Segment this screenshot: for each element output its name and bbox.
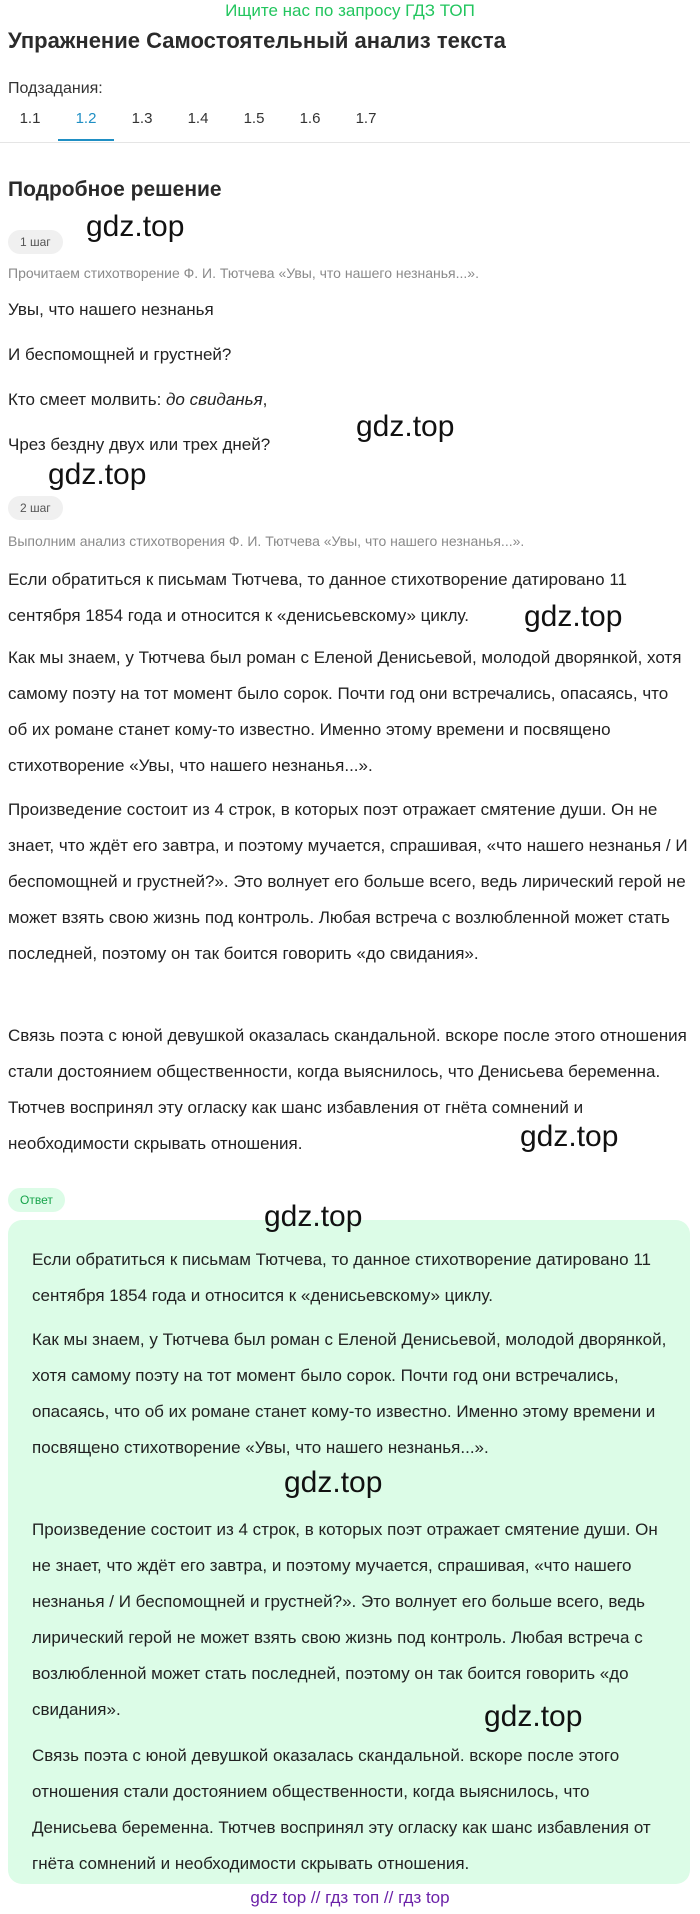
watermark: gdz.top	[520, 1120, 619, 1153]
answer-badge: Ответ	[8, 1188, 65, 1212]
tab-1-3[interactable]: 1.3	[131, 110, 153, 127]
tab-1-1[interactable]: 1.1	[19, 110, 41, 127]
analysis-paragraph: Как мы знаем, у Тютчева был роман с Еленой Денисьевой, молодой дворянкой, хотя самому поэту на тот момент было сорок. Почти год они встречались, опасаясь, что об их романе станет кому-то известно. Именно этому времени и посвящено стихотворение «Увы, что нашего незнанья...».	[8, 648, 682, 775]
step-2-badge: 2 шаг	[8, 496, 63, 520]
answer-paragraph: Произведение состоит из 4 строк, в которых поэт отражает смятение души. Он не знает, что ждёт его завтра, и поэтому мучается, спрашивая, «что нашего незнанья / И беспомощней и грустней?». Это волнует его больше всего, ведь лирический герой не может взять свою жизнь под контроль. Любая встреча с возлюбленной может стать последней, поэтому он так боится говорить «до свидания».	[32, 1520, 658, 1719]
watermark: gdz.top	[524, 600, 623, 633]
watermark: gdz.top	[356, 410, 455, 443]
subtasks-label: Подзадания:	[8, 80, 103, 97]
search-banner: Ищите нас по запросу ГДЗ ТОП	[225, 1, 475, 20]
tab-1-6[interactable]: 1.6	[299, 110, 321, 127]
footer-links[interactable]: gdz top // гдз топ // гдз top	[250, 1888, 450, 1907]
page-title: Упражнение Самостоятельный анализ текста	[8, 28, 506, 53]
answer-box	[8, 1220, 690, 1884]
answer-paragraph: Как мы знаем, у Тютчева был роман с Еленой Денисьевой, молодой дворянкой, хотя самому поэту на тот момент было сорок. Почти год они встречались, опасаясь, что об их романе станет кому-то известно. Именно этому времени и посвящено стихотворение «Увы, что нашего незнанья...».	[32, 1330, 667, 1457]
poem-line: Увы, что нашего незнанья	[8, 300, 214, 319]
subtask-tabs	[0, 104, 690, 143]
poem-emphasis: до свиданья	[166, 390, 263, 409]
tab-1-4[interactable]: 1.4	[187, 110, 209, 127]
step-1-intro: Прочитаем стихотворение Ф. И. Тютчева «Увы, что нашего незнанья...».	[8, 265, 479, 281]
answer-paragraph: Связь поэта с юной девушкой оказалась скандальной. вскоре после этого отношения стали достоянием общественности, когда выяснилось, что Денисьева беременна. Тютчев воспринял эту огласку как шанс избавления от гнёта сомнений и необходимости скрывать отношения.	[32, 1746, 651, 1873]
poem-line-prefix: Кто смеет молвить:	[8, 390, 167, 409]
watermark: gdz.top	[484, 1700, 583, 1733]
watermark: gdz.top	[264, 1200, 363, 1233]
step-1-badge: 1 шаг	[8, 230, 63, 254]
answer-paragraph: Если обратиться к письмам Тютчева, то данное стихотворение датировано 11 сентября 1854 года и относится к «денисьевскому» циклу.	[32, 1250, 651, 1305]
tab-1-2[interactable]: 1.2	[58, 110, 114, 141]
tab-1-5[interactable]: 1.5	[243, 110, 265, 127]
watermark: gdz.top	[48, 458, 147, 491]
watermark: gdz.top	[284, 1466, 383, 1499]
step-2-intro: Выполним анализ стихотворения Ф. И. Тютчева «Увы, что нашего незнанья...».	[8, 533, 525, 549]
analysis-paragraph: Произведение состоит из 4 строк, в которых поэт отражает смятение души. Он не знает, что ждёт его завтра, и поэтому мучается, спрашивая, «что нашего незнанья / И беспомощней и грустней?». Это волнует его больше всего, ведь лирический герой не может взять свою жизнь под контроль. Любая встреча с возлюбленной может стать последней, поэтому он так боится говорить «до свидания».	[8, 800, 688, 963]
poem-line: Чрез бездну двух или трех дней?	[8, 435, 271, 454]
analysis-paragraph: Если обратиться к письмам Тютчева, то данное стихотворение датировано 11 сентября 1854 года и относится к «денисьевскому» циклу.	[8, 570, 627, 625]
poem-line: И беспомощней и грустней?	[8, 345, 232, 364]
section-title: Подробное решение	[8, 178, 222, 201]
analysis-paragraph: Связь поэта с юной девушкой оказалась скандальной. вскоре после этого отношения стали достоянием общественности, когда выяснилось, что Денисьева беременна. Тютчев воспринял эту огласку как шанс избавления от гнёта сомнений и необходимости скрывать отношения.	[8, 1026, 687, 1153]
poem-line	[8, 390, 267, 410]
poem-line-suffix: ,	[262, 390, 268, 409]
tab-1-7[interactable]: 1.7	[355, 110, 377, 127]
watermark: gdz.top	[86, 210, 185, 243]
